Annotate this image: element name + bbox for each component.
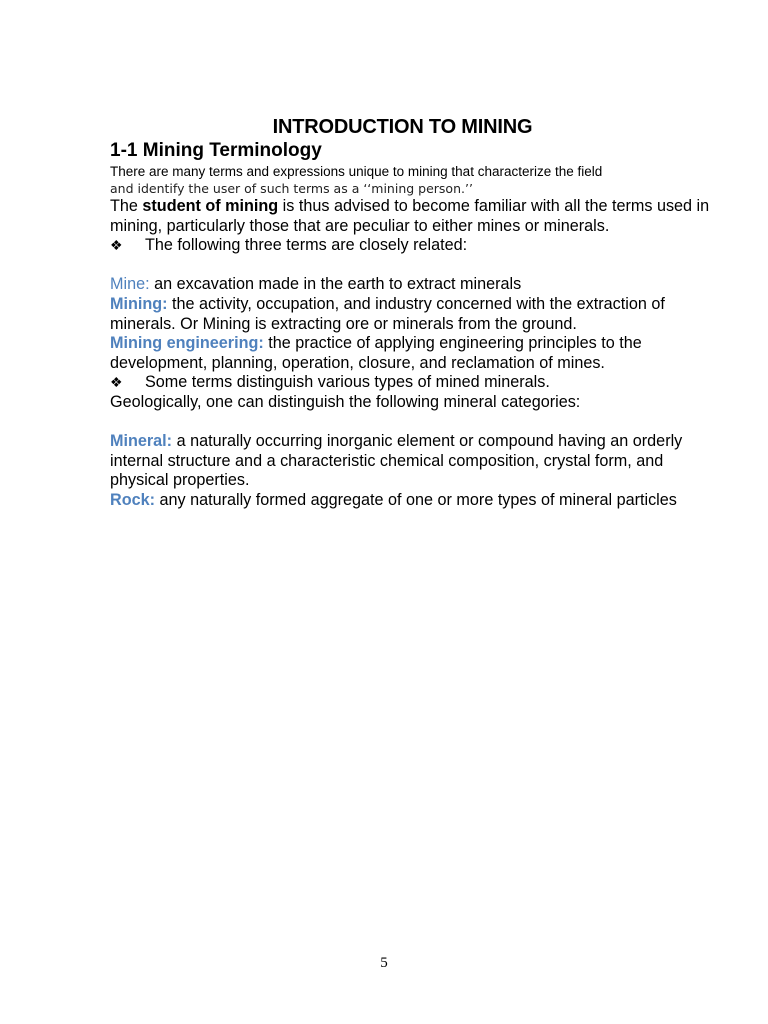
blank-line — [110, 413, 710, 433]
term-label-rock: Rock: — [110, 490, 155, 509]
page-number: 5 — [380, 955, 388, 971]
bullet-item-2 — [110, 373, 710, 393]
intro-line-1: There are many terms and expressions unique to mining that characterize the field — [110, 164, 603, 179]
student-paragraph-rest: is thus advised to become familiar with all the terms used in mining, particularly those that are peculiar to either mines or minerals. — [110, 197, 710, 235]
term-label-mineral: Mineral: — [110, 432, 173, 451]
document-page — [110, 115, 710, 511]
bullet-item-1-text: The following three terms are closely related: — [145, 236, 468, 255]
intro-paragraph — [110, 163, 710, 197]
diamond-bullet-icon: ❖ — [110, 374, 123, 391]
term-label-mining: Mining: — [110, 294, 168, 313]
term-text-mining-engineering: the practice of applying engineering principles to the development, planning, operation, closure, and reclamation of mines. — [110, 334, 642, 372]
diamond-bullet-icon: ❖ — [110, 237, 123, 254]
term-definition-mine — [110, 275, 710, 295]
student-paragraph-prefix: The — [110, 197, 143, 215]
intro-line-2: and identify the user of such terms as a ‘‘mining person.’’ — [110, 181, 473, 196]
term-definition-mining — [110, 295, 710, 334]
term-text-mining: the activity, occupation, and industry concerned with the extraction of minerals. Or Mining is extracting ore or minerals from the ground. — [110, 294, 665, 333]
blank-line — [110, 256, 710, 276]
bullet-item-2-continuation: Geologically, one can distinguish the following mineral categories: — [110, 392, 581, 411]
term-definition-rock — [110, 491, 710, 511]
bullet-item-2-text: Some terms distinguish various types of mined minerals. — [145, 373, 550, 392]
student-paragraph-bold: student of mining — [142, 197, 279, 215]
term-label-mine: Mine: — [110, 275, 150, 294]
term-text-rock: any naturally formed aggregate of one or more types of mineral particles — [154, 490, 677, 509]
student-paragraph — [110, 197, 710, 236]
term-definition-mineral — [110, 432, 710, 491]
bullet-item-1 — [110, 236, 710, 256]
term-text-mineral: a naturally occurring inorganic element or compound having an orderly internal structure and a characteristic chemical composition, crystal form, and physical properties. — [110, 432, 683, 490]
term-definition-mining-engineering — [110, 334, 710, 373]
section-heading: 1-1 Mining Terminology — [110, 140, 322, 161]
term-text-mine: an excavation made in the earth to extract minerals — [149, 275, 522, 294]
document-title: INTRODUCTION TO MINING — [272, 116, 533, 138]
term-label-mining-engineering: Mining engineering: — [110, 334, 264, 353]
